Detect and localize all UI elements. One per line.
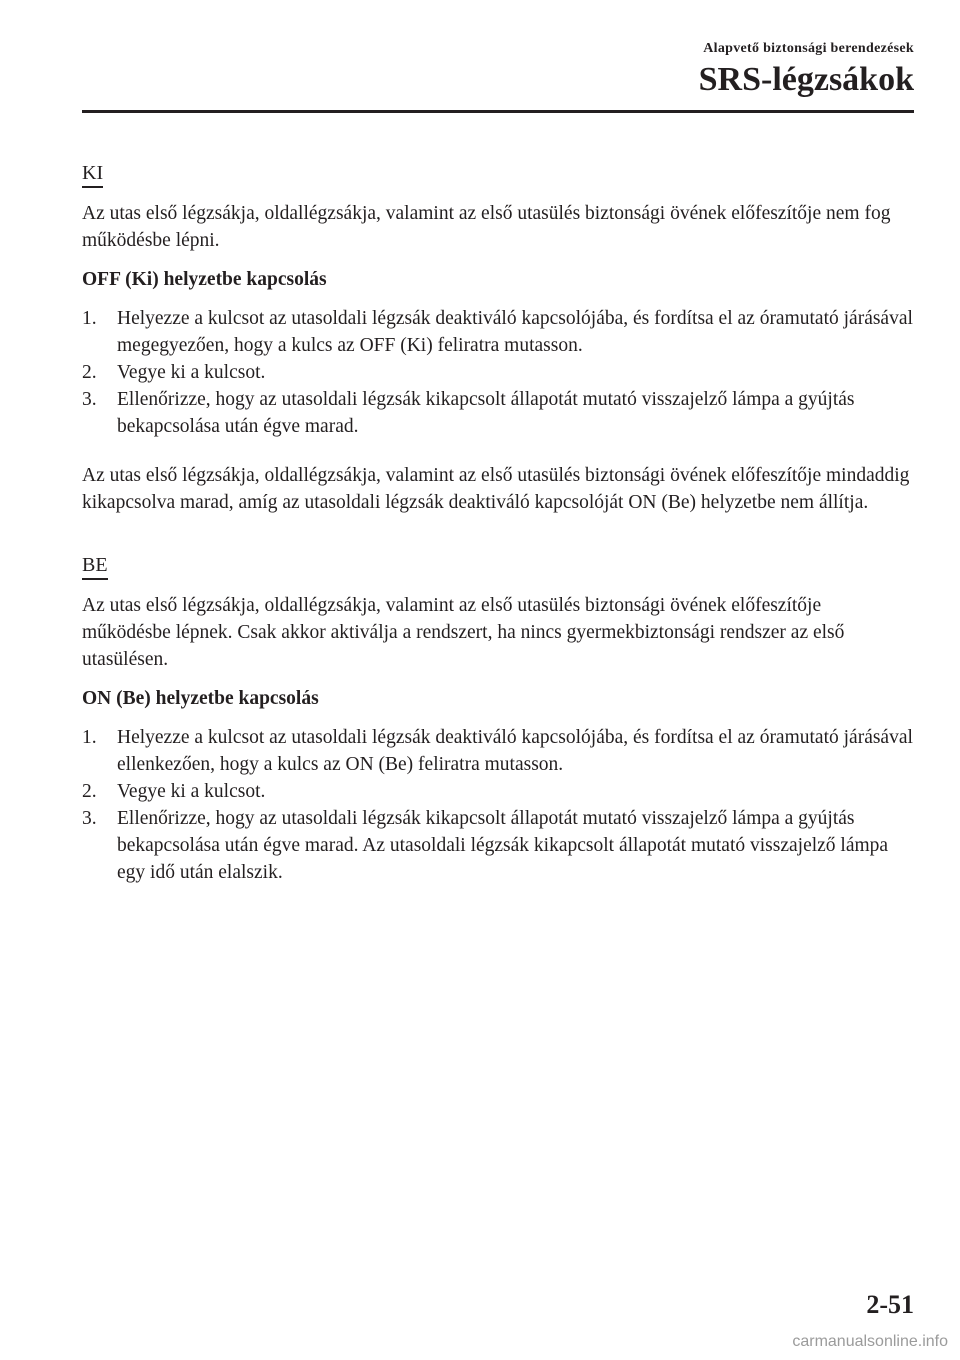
- section-spacer: [82, 528, 914, 552]
- ki-heading: KI: [82, 161, 103, 188]
- step-text: Ellenőrizze, hogy az utasoldali légzsák kikapcsolt állapotát mutató visszajelző lámpa a gyújtás bekapcsolása után égve marad.: [117, 389, 855, 437]
- ki-intro: Az utas első légzsákja, oldallégzsákja, valamint az első utasülés biztonsági övének előfeszítője nem fog működésbe lépni.: [82, 203, 891, 251]
- step-text: Ellenőrizze, hogy az utasoldali légzsák kikapcsolt állapotát mutató visszajelző lámpa a gyújtás bekapcsolása után égve marad. Az utasoldali légzsák kikapcsolt állapotát mutató visszajelző lámpa egy idő után elalszik.: [117, 808, 889, 883]
- list-item: [82, 386, 914, 440]
- step-number: 2.: [82, 781, 97, 802]
- step-number: 3.: [82, 808, 97, 829]
- ki-steps: [82, 305, 914, 440]
- page-content: [82, 160, 914, 908]
- step-text: Vegye ki a kulcsot.: [117, 362, 266, 383]
- ki-note: Az utas első légzsákja, oldallégzsákja, valamint az első utasülés biztonsági övének előfeszítője mindaddig kikapcsolva marad, amíg az utasoldali légzsák deaktiváló kapcsolóját ON (Be) helyzetbe nem állítja.: [82, 465, 910, 513]
- ki-heading-wrap: [82, 160, 914, 188]
- list-item: [82, 805, 914, 886]
- be-steps: [82, 724, 914, 886]
- chapter-title: Alapvető biztonsági berendezések: [703, 41, 914, 56]
- header-rule: [82, 110, 914, 113]
- list-item: [82, 305, 914, 359]
- be-heading: BE: [82, 553, 108, 580]
- step-number: 1.: [82, 727, 97, 748]
- ki-procedure-title: OFF (Ki) helyzetbe kapcsolás: [82, 269, 327, 290]
- step-number: 3.: [82, 389, 97, 410]
- list-item: [82, 778, 914, 805]
- section-title: SRS-légzsákok: [698, 61, 914, 98]
- step-text: Helyezze a kulcsot az utasoldali légzsák deaktiváló kapcsolójába, és fordítsa el az óramutató járásával ellenkezően, hogy a kulcs az ON (Be) feliratra mutasson.: [117, 727, 913, 775]
- page-number: 2-51: [866, 1290, 914, 1319]
- step-number: 2.: [82, 362, 97, 383]
- step-text: Vegye ki a kulcsot.: [117, 781, 266, 802]
- step-number: 1.: [82, 308, 97, 329]
- list-item: [82, 359, 914, 386]
- be-heading-wrap: [82, 552, 914, 580]
- be-procedure-title: ON (Be) helyzetbe kapcsolás: [82, 688, 319, 709]
- page-header: [699, 40, 914, 100]
- footer-watermark: carmanualsonline.info: [792, 1333, 948, 1350]
- step-text: Helyezze a kulcsot az utasoldali légzsák deaktiváló kapcsolójába, és fordítsa el az óramutató járásával megegyezően, hogy a kulcs az OFF (Ki) feliratra mutasson.: [117, 308, 913, 356]
- be-intro: Az utas első légzsákja, oldallégzsákja, valamint az első utasülés biztonsági övének előfeszítője működésbe lépnek. Csak akkor aktiválja a rendszert, ha nincs gyermekbiztonsági rendszer az első utasülésen.: [82, 595, 845, 670]
- list-item: [82, 724, 914, 778]
